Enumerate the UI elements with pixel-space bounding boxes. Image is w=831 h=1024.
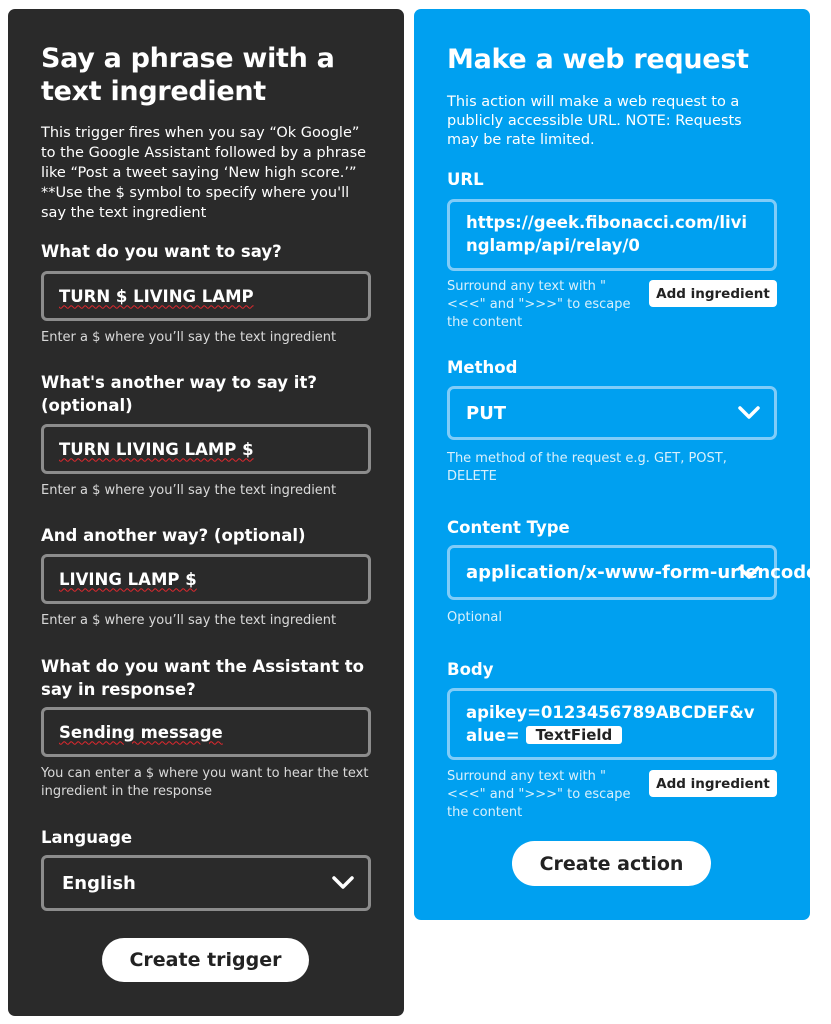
content-type-select[interactable] bbox=[447, 545, 831, 600]
trigger-description: This trigger fires when you say “Ok Google” to the Google Assistant followed by a phrase like “Post a tweet saying ‘New high score.’” **Use the $ symbol to specify where you'll say the text ingredient bbox=[41, 125, 367, 221]
method-label: Method bbox=[447, 358, 518, 377]
third-phrase-input[interactable] bbox=[41, 554, 371, 604]
method-select[interactable] bbox=[447, 386, 777, 440]
body-help: Surround any text with "<<<" and ">>>" to escape the content bbox=[447, 769, 631, 820]
url-label: URL bbox=[447, 170, 484, 189]
phrase-help: Enter a $ where you’ll say the text ingredient bbox=[41, 330, 337, 345]
trigger-title: Say a phrase with a text ingredient bbox=[41, 43, 335, 107]
create-trigger-button[interactable]: Create trigger bbox=[102, 938, 309, 982]
body-input-content bbox=[466, 701, 758, 747]
phrase-input-value: TURN $ LIVING LAMP bbox=[59, 286, 254, 306]
content-type-help: Optional bbox=[447, 610, 502, 625]
response-help: You can enter a $ where you want to hear the text ingredient in the response bbox=[41, 766, 369, 799]
method-select-value: PUT bbox=[466, 402, 507, 424]
body-add-ingredient-button[interactable]: Add ingredient bbox=[649, 770, 777, 797]
url-input[interactable] bbox=[447, 199, 777, 271]
phrase-input[interactable] bbox=[41, 271, 371, 321]
language-select[interactable] bbox=[41, 855, 371, 911]
alt-phrase-input[interactable] bbox=[41, 424, 371, 474]
chevron-down-icon bbox=[738, 406, 760, 420]
alt-phrase-label: What's another way to say it? (optional) bbox=[41, 373, 317, 415]
url-input-value: https://geek.fibonacci.com/livinglamp/api/relay/0 bbox=[466, 213, 748, 255]
third-phrase-label: And another way? (optional) bbox=[41, 526, 306, 545]
method-help: The method of the request e.g. GET, POST, DELETE bbox=[447, 451, 727, 484]
language-label: Language bbox=[41, 828, 133, 847]
chevron-down-icon bbox=[332, 876, 354, 890]
third-phrase-help: Enter a $ where you’ll say the text ingredient bbox=[41, 613, 337, 628]
body-input-value: apikey=0123456789ABCDEF&value= bbox=[466, 703, 755, 745]
create-action-button[interactable]: Create action bbox=[512, 841, 711, 886]
response-label: What do you want the Assistant to say in response? bbox=[41, 657, 365, 699]
response-input-value: Sending message bbox=[59, 722, 223, 742]
content-type-select-value: application/x-www-form-urlencoded bbox=[466, 562, 831, 583]
body-label: Body bbox=[447, 660, 494, 679]
body-input[interactable] bbox=[447, 688, 777, 760]
action-title: Make a web request bbox=[447, 44, 749, 75]
body-ingredient-tag[interactable]: TextField bbox=[526, 726, 623, 744]
alt-phrase-input-value: TURN LIVING LAMP $ bbox=[59, 439, 254, 459]
phrase-label: What do you want to say? bbox=[41, 242, 282, 261]
language-select-value: English bbox=[62, 872, 136, 894]
chevron-down-icon bbox=[738, 566, 760, 580]
third-phrase-input-value: LIVING LAMP $ bbox=[59, 569, 197, 589]
response-input[interactable] bbox=[41, 707, 371, 757]
content-type-label: Content Type bbox=[447, 518, 570, 537]
alt-phrase-help: Enter a $ where you’ll say the text ingredient bbox=[41, 483, 337, 498]
trigger-panel bbox=[8, 9, 404, 1016]
url-help: Surround any text with "<<<" and ">>>" to escape the content bbox=[447, 279, 631, 330]
url-add-ingredient-button[interactable]: Add ingredient bbox=[649, 280, 777, 307]
action-description: This action will make a web request to a publicly accessible URL. NOTE: Requests may be rate limited. bbox=[447, 94, 742, 148]
action-panel bbox=[414, 9, 831, 920]
